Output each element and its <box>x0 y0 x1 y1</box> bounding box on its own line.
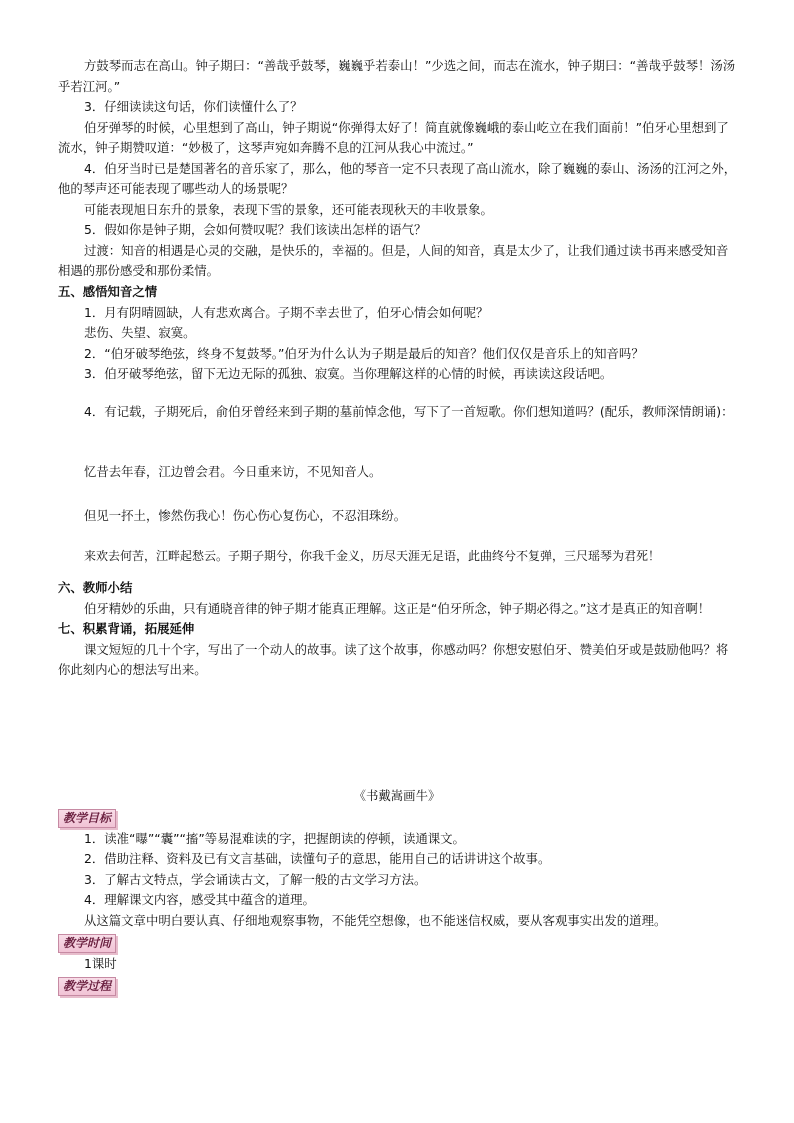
paragraph: 可能表现旭日东升的景象，表现下雪的景象，还可能表现秋天的丰收景象。 <box>84 201 493 217</box>
section-6-7 <box>58 578 740 681</box>
teaching-goals-tag: 教学目标 <box>58 809 116 828</box>
poem-line: 但见一抔土，惨然伤我心！伤心伤心复伤心，不忍泪珠纷。 <box>84 508 407 523</box>
goal-item: 1．读准“曝”“囊”“搐”等易混难读的字，把握朗读的停顿，读通课文。 <box>84 830 465 846</box>
poem-line: 忆昔去年春，江边曾会君。今日重来访，不见知音人。 <box>84 464 382 479</box>
question-4: 4．有记载，子期死后，俞伯牙曾经来到子期的墓前悼念他，写下了一首短歌。你们想知道吗？(配乐，教师深情朗诵)： <box>84 404 734 419</box>
answer: 悲伤、失望、寂寞。 <box>84 325 196 340</box>
goal-item: 2．借助注释、资料及已有文言基础，读懂句子的意思，能用自己的话讲讲这个故事。 <box>84 851 551 866</box>
lesson-title: 《书戴嵩画牛》 <box>353 788 441 803</box>
question-5: 5．假如你是钟子期，会如何赞叹呢？我们该读出怎样的语气？ <box>84 222 427 237</box>
section-5 <box>58 282 740 385</box>
paragraph: 伯牙精妙的乐曲，只有通晓音律的钟子期才能真正理解。这正是“伯牙所念，钟子期必得之。”这才是真正的知音啊！ <box>84 600 711 616</box>
paragraph: 伯牙弹琴的时候，心里想到了高山，钟子期说“你弹得太好了！简直就像巍峨的泰山屹立在我们面前！”伯牙心里想到了流水，钟子期赞叹道：“妙极了，这琴声宛如奔腾不息的江河从我心中流过。” <box>58 119 729 155</box>
paragraph: 方鼓琴而志在高山。钟子期曰：“善哉乎鼓琴，巍巍乎若泰山！”少选之间，而志在流水，钟子期曰：“善哉乎鼓琴！汤汤乎若江河。” <box>58 58 736 94</box>
question-4-block <box>58 400 740 424</box>
goal-item: 从这篇文章中明白要认真、仔细地观察事物，不能凭空想像，也不能迷信权威，要从客观事实出发的道理。 <box>84 912 667 928</box>
question-3: 3．仔细读读这句话，你们读懂什么了？ <box>84 99 303 114</box>
question-2: 2．“伯牙破琴绝弦，终身不复鼓琴。”伯牙为什么认为子期是最后的知音？他们仅仅是音乐上的知音吗？ <box>84 345 644 361</box>
teaching-time-tag: 教学时间 <box>58 934 116 953</box>
teaching-time: 1课时 <box>84 955 117 971</box>
question-1: 1．月有阴晴圆缺，人有悲欢离合。子期不幸去世了，伯牙心情会如何呢？ <box>84 304 489 320</box>
goal-item: 4．理解课文内容，感受其中蕴含的道理。 <box>84 892 315 907</box>
paragraph: 课文短短的几十个字，写出了一个动人的故事。读了这个故事，你感动吗？你想安慰伯牙、赞美伯牙或是鼓励他吗？将你此刻内心的想法写出来。 <box>58 641 729 677</box>
section-heading: 五、感悟知音之情 <box>58 284 158 299</box>
poem-line: 来欢去何苦，江畔起愁云。子期子期兮，你我千金义，历尽天涯无足语，此曲终兮不复弹，三尺瑶琴为君死！ <box>84 549 661 563</box>
teaching-goals <box>58 808 740 997</box>
question-3: 3．伯牙破琴绝弦，留下无边无际的孤独、寂寞。当你理解这样的心情的时候，再读读这段话吧。 <box>84 366 613 381</box>
question-4: 4．伯牙当时已是楚国著名的音乐家了，那么，他的琴音一定不只表现了高山流水，除了巍巍的泰山、汤汤的江河之外，他的琴声还可能表现了哪些动人的场景呢？ <box>58 160 737 196</box>
section-heading: 六、教师小结 <box>58 580 133 595</box>
goal-item: 3．了解古文特点，学会诵读古文，了解一般的古文学习方法。 <box>84 871 427 887</box>
teaching-process-tag: 教学过程 <box>58 977 116 996</box>
section-text-block <box>58 56 740 282</box>
section-heading: 七、积累背诵，拓展延伸 <box>58 621 195 636</box>
transition-paragraph: 过渡：知音的相遇是心灵的交融，是快乐的，幸福的。但是，人间的知音，真是太少了，让我们通过读书再来感受知音相遇的那份感受和那份柔情。 <box>58 242 729 278</box>
